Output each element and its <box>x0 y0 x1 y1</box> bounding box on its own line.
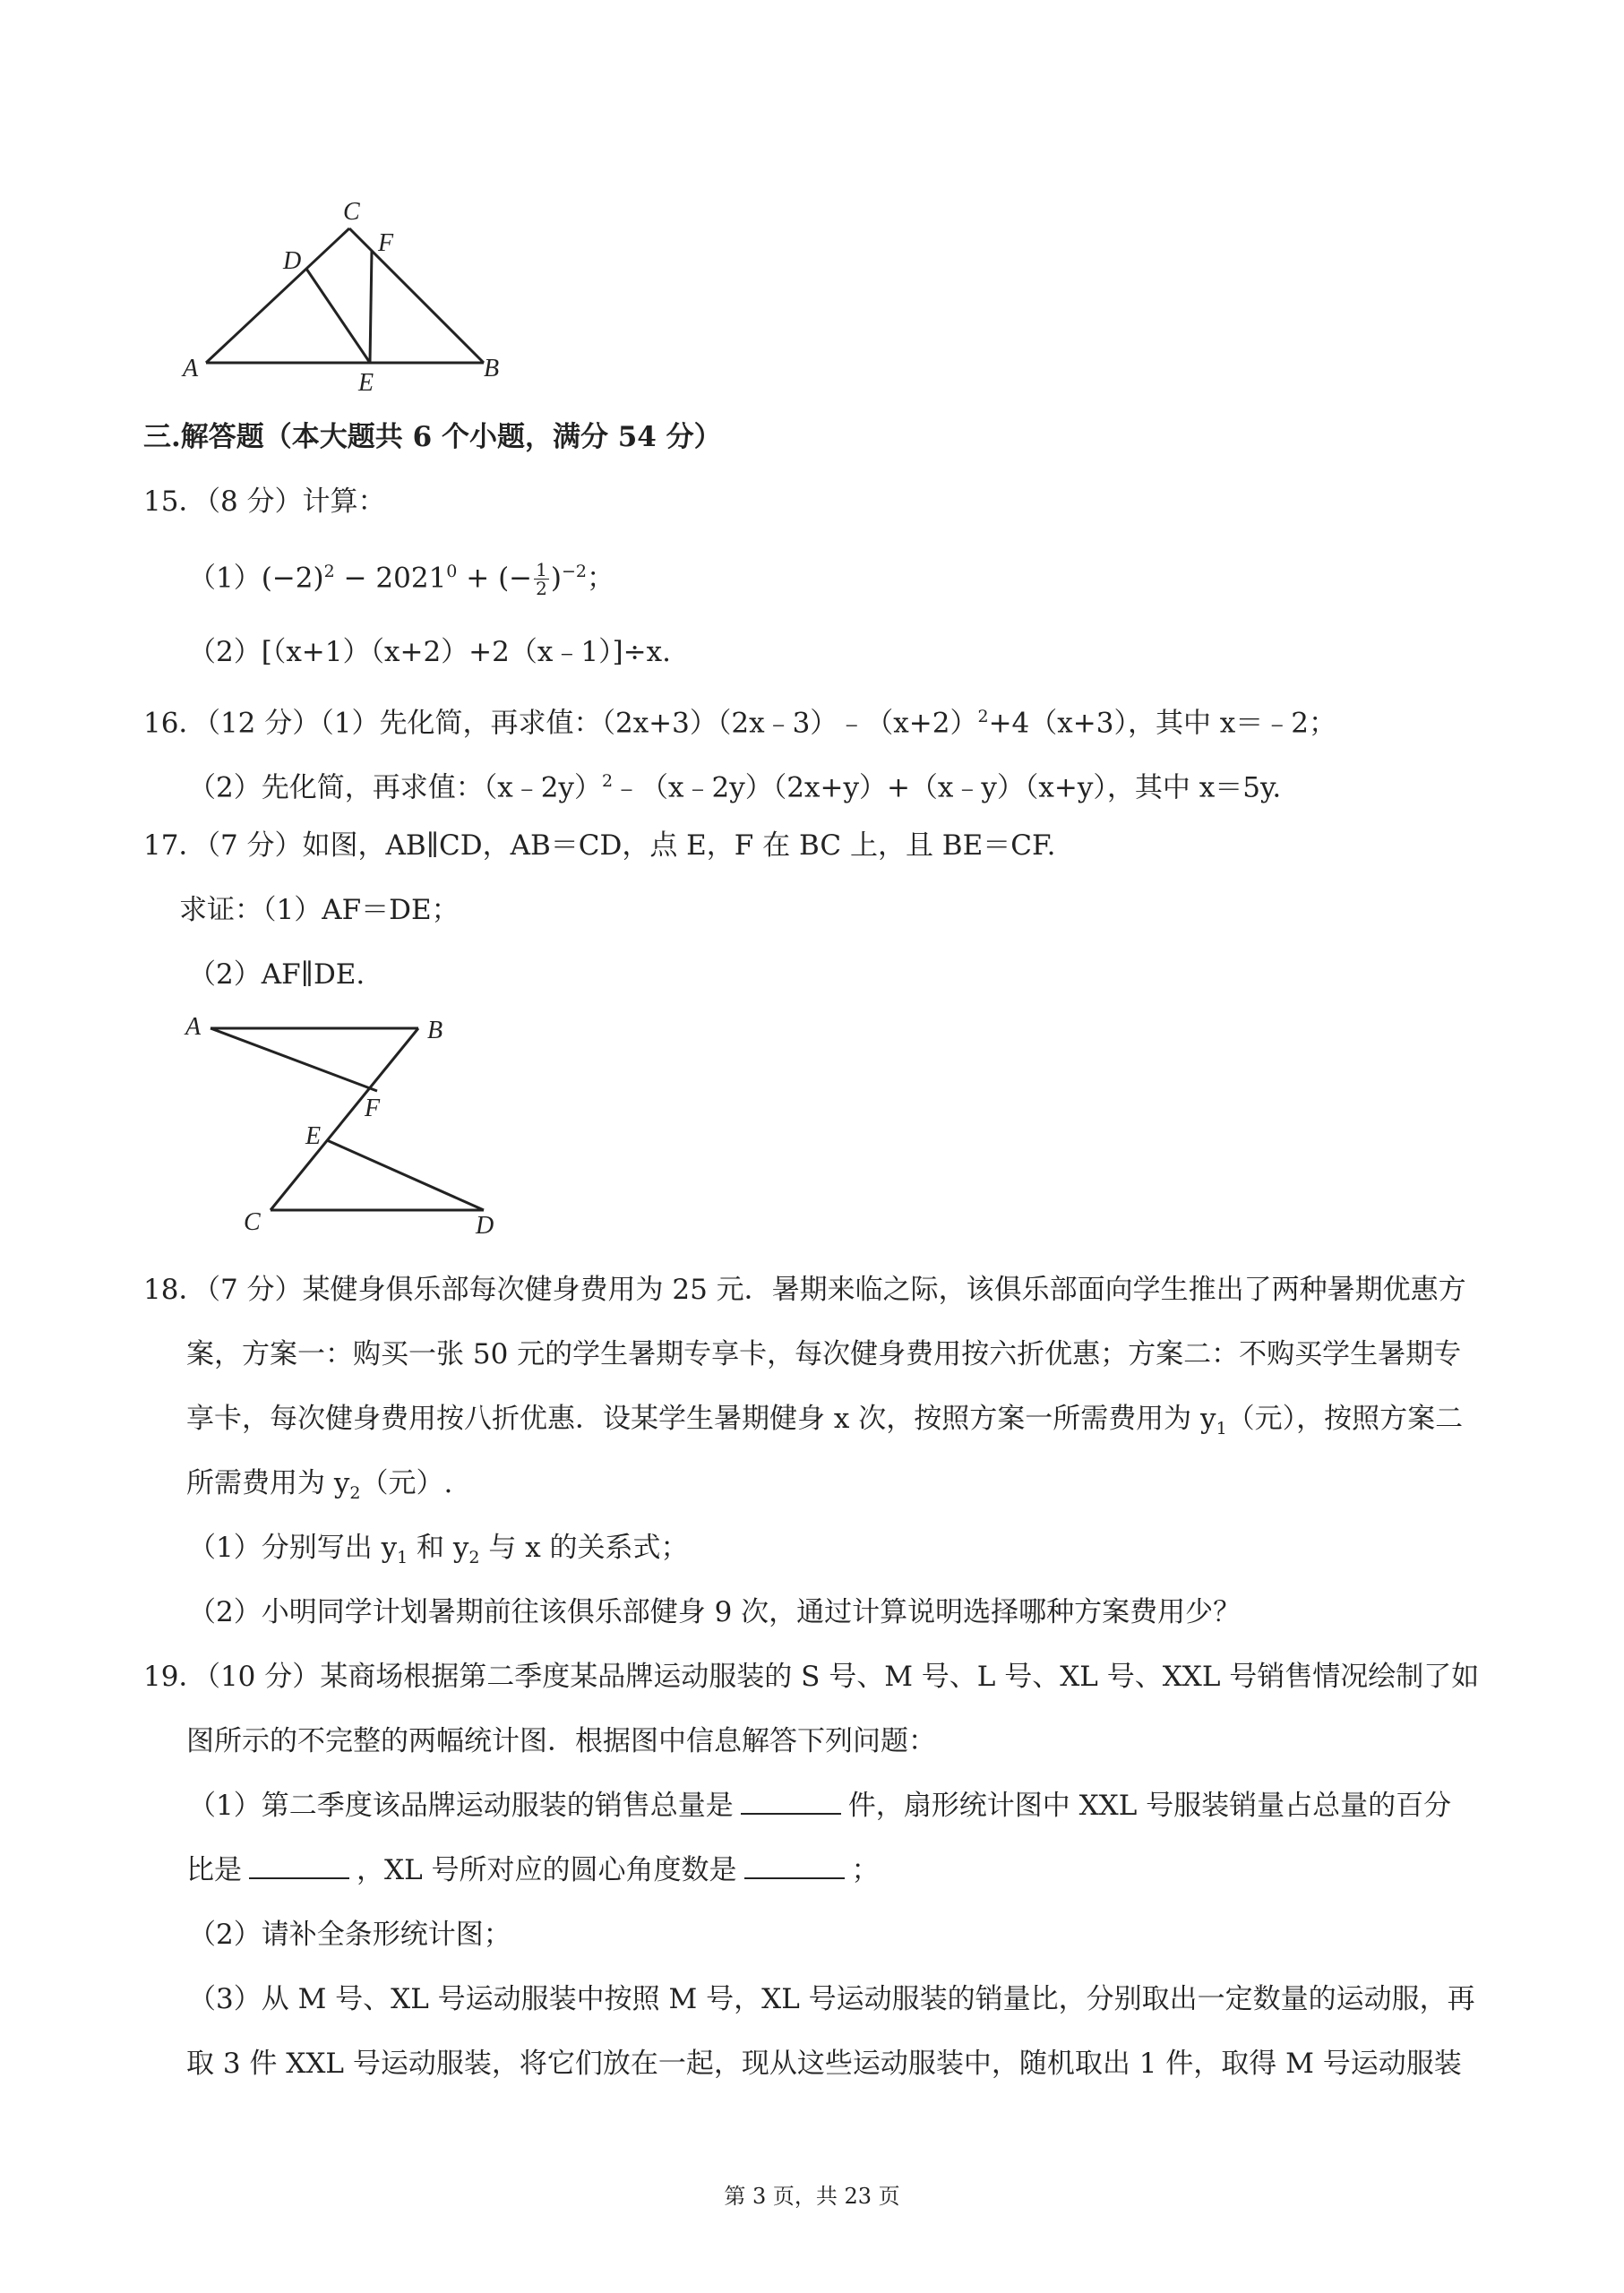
label-c: C <box>343 198 360 226</box>
q19-part2: （2）请补全条形统计图； <box>188 1919 511 1951</box>
segment-ef <box>370 251 372 363</box>
q18-part1: （1）分别写出 $y_1$ 和 $y_2$ 与 x 的关系式； <box>188 1532 689 1568</box>
q18-line4: 所需费用为 $y_2$（元）. <box>186 1467 453 1504</box>
q18-line1: 18．（7 分）某健身俱乐部每次健身费用为 25 元．暑期来临之际，该俱乐部面向学生推出了两种暑期优惠方 <box>143 1274 1466 1306</box>
q16-part2: （2）先化简，再求值：（x﹣2y）$^2$﹣（x﹣2y）（2x+y）+（x﹣y）（x+y），其中 x＝5y. <box>188 771 1282 804</box>
q15-part2: （2）[（x+1）（x+2）+2（x﹣1）]÷x. <box>188 636 671 668</box>
label-e: E <box>305 1122 322 1150</box>
q18-part2: （2）小明同学计划暑期前往该俱乐部健身 9 次，通过计算说明选择哪种方案费用少？ <box>188 1596 1242 1628</box>
label-e: E <box>358 369 374 394</box>
q17-part2: （2）AF∥DE. <box>188 958 365 991</box>
section-title: 三.解答题（本大题共 6 个小题，满分 54 分） <box>143 421 722 453</box>
q19-part1: （1）第二季度该品牌运动服装的销售总量是 件，扇形统计图中 XXL 号服装销量占总量的百分 <box>188 1790 1452 1822</box>
segment-af <box>211 1028 377 1091</box>
q16-part1: 16．（12 分）（1）先化简，再求值：$(2x+3)(2x﹣3)﹣(x+2)^2+4(x+3)$，其中 x＝﹣2； <box>143 707 1337 740</box>
label-b: B <box>427 1017 443 1044</box>
q19-part3-line2: 取 3 件 XXL 号运动服装，将它们放在一起，现从这些运动服装中，随机取出 1 件，取得 M 号运动服装 <box>186 2048 1462 2080</box>
q19-part3-line1: （3）从 M 号、XL 号运动服装中按照 M 号，XL 号运动服装的销量比，分别取出一定数量的运动服，再 <box>188 1983 1475 2015</box>
z-figure <box>175 1008 515 1250</box>
answer-blank-angle[interactable] <box>744 1852 845 1879</box>
q19-line2: 图所示的不完整的两幅统计图．根据图中信息解答下列问题： <box>186 1725 936 1757</box>
q19-part1-cont: 比是 ，XL 号所对应的圆心角度数是 ； <box>186 1854 880 1886</box>
label-f: F <box>378 229 394 257</box>
segment-bc <box>271 1028 418 1210</box>
label-f: F <box>365 1095 381 1122</box>
q15-part1: $(1)(-2)^2 - 2021^0$ + (− $\frac{1}{2}$ )$^{-2}$； <box>188 559 615 600</box>
q18-line3: 享卡，每次健身费用按八折优惠．设某学生暑期健身 x 次，按照方案一所需费用为 $y_1$（元），按照方案二 <box>186 1403 1464 1439</box>
q18-line2: 案，方案一：购买一张 50 元的学生暑期专享卡，每次健身费用按六折优惠；方案二：不购买学生暑期专 <box>186 1338 1462 1370</box>
q15-head: 15．（8 分）计算： <box>143 485 386 518</box>
segment-ac <box>206 228 349 363</box>
segment-de <box>327 1140 484 1210</box>
label-c: C <box>244 1208 261 1236</box>
label-b: B <box>484 355 500 382</box>
q19-line1: 19．（10 分）某商场根据第二季度某品牌运动服装的 S 号、M 号、L 号、XL 号、XXL 号销售情况绘制了如 <box>143 1661 1480 1693</box>
label-d: D <box>283 247 302 275</box>
triangle-figure <box>179 197 520 394</box>
fraction: $\frac{1}{2}$ <box>536 559 547 600</box>
label-a: A <box>185 1013 202 1041</box>
label-a: A <box>183 355 199 382</box>
answer-blank-total[interactable] <box>741 1788 841 1815</box>
answer-blank-percent[interactable] <box>249 1852 349 1879</box>
q17-head: 17．（7 分）如图，AB∥CD，AB＝CD，点 E，F 在 BC 上，且 BE＝CF. <box>143 829 1056 862</box>
label-d: D <box>476 1212 494 1240</box>
q17-part1: 求证：（1）AF＝DE； <box>179 894 460 926</box>
segment-de <box>306 269 370 363</box>
page-footer: 第 3 页，共 23 页 <box>724 2184 900 2209</box>
